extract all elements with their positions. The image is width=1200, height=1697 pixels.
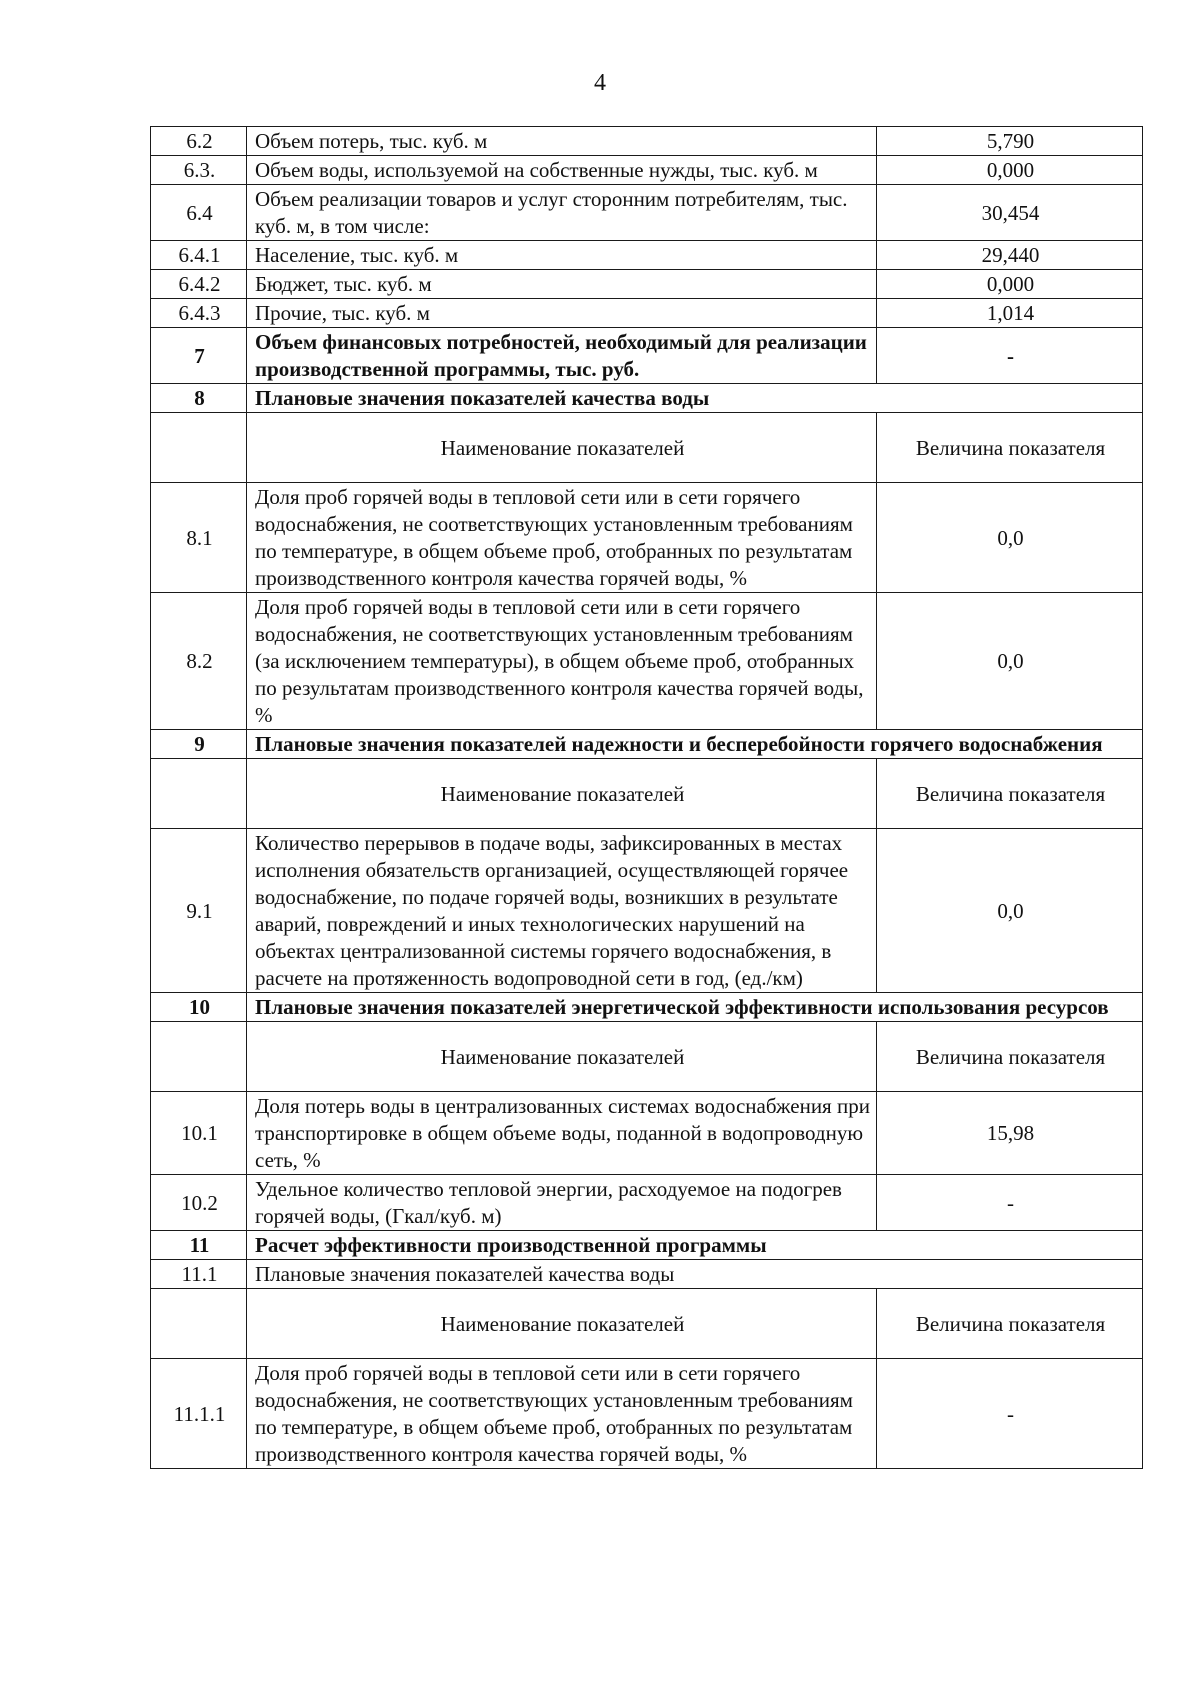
table-row-row: [151, 593, 1143, 730]
table-row-row: [151, 185, 1143, 241]
indicator-value-header: Величина показателя: [877, 413, 1143, 483]
indicator-name-cell: Прочие, тыс. куб. м: [247, 299, 877, 328]
row-number-cell: 6.3.: [151, 156, 247, 185]
indicators-table: [150, 126, 1143, 1469]
table-row-row: [151, 483, 1143, 593]
indicator-value-cell: 29,440: [877, 241, 1143, 270]
table-row-section: [151, 1231, 1143, 1260]
table-row-row: [151, 1092, 1143, 1175]
row-number-cell: [151, 413, 247, 483]
row-number-cell: 6.4: [151, 185, 247, 241]
indicators-table-body: [151, 127, 1143, 1469]
indicator-value-header: Величина показателя: [877, 1022, 1143, 1092]
indicator-value-cell: 0,0: [877, 593, 1143, 730]
row-number-cell: 9: [151, 730, 247, 759]
table-row-row: [151, 299, 1143, 328]
indicator-name-cell: Объем потерь, тыс. куб. м: [247, 127, 877, 156]
section-title-cell: Плановые значения показателей надежности и бесперебойности горячего водоснабжения: [247, 730, 1143, 759]
table-row-row: [151, 156, 1143, 185]
row-number-cell: 8: [151, 384, 247, 413]
table-row-section: [151, 730, 1143, 759]
indicator-name-cell: Объем воды, используемой на собственные нужды, тыс. куб. м: [247, 156, 877, 185]
section-title-cell: Плановые значения показателей энергетической эффективности использования ресурсов: [247, 993, 1143, 1022]
indicator-name-cell: Количество перерывов в подаче воды, зафиксированных в местах исполнения обязательств организацией, осуществляющей горячее водоснабжение, по подаче горячей воды, возникших в результате аварий, повреждений и иных технологических нарушений на объектах централизованной системы горячего водоснабжения, в расчете на протяженность водопроводной сети в год, (ед./км): [247, 829, 877, 993]
row-number-cell: [151, 1289, 247, 1359]
indicator-value-cell: 0,0: [877, 483, 1143, 593]
indicator-name-header: Наименование показателей: [247, 759, 877, 829]
row-number-cell: 7: [151, 328, 247, 384]
row-number-cell: 8.1: [151, 483, 247, 593]
indicator-value-cell: 1,014: [877, 299, 1143, 328]
indicator-value-cell: 0,000: [877, 156, 1143, 185]
indicator-value-cell: 0,0: [877, 829, 1143, 993]
row-number-cell: 8.2: [151, 593, 247, 730]
indicator-name-cell: Доля проб горячей воды в тепловой сети или в сети горячего водоснабжения, не соответствующих установленным требованиям (за исключением температуры), в общем объеме проб, отобранных по результатам производственного контроля качества горячей воды, %: [247, 593, 877, 730]
table-row-row: [151, 1175, 1143, 1231]
row-number-cell: 11: [151, 1231, 247, 1260]
table-row-subsection: [151, 1260, 1143, 1289]
indicator-value-cell: 5,790: [877, 127, 1143, 156]
indicator-name-cell: Объем реализации товаров и услуг сторонним потребителям, тыс. куб. м, в том числе:: [247, 185, 877, 241]
indicator-value-cell: -: [877, 1359, 1143, 1469]
row-number-cell: 6.4.1: [151, 241, 247, 270]
page-number: 4: [594, 70, 606, 96]
indicator-name-cell: Доля потерь воды в централизованных системах водоснабжения при транспортировке в общем объеме воды, поданной в водопроводную сеть, %: [247, 1092, 877, 1175]
indicator-name-header: Наименование показателей: [247, 1289, 877, 1359]
row-number-cell: 6.2: [151, 127, 247, 156]
section-title-cell: Расчет эффективности производственной программы: [247, 1231, 1143, 1260]
section-title-cell: Плановые значения показателей качества воды: [247, 1260, 1143, 1289]
row-number-cell: 6.4.3: [151, 299, 247, 328]
indicator-value-header: Величина показателя: [877, 759, 1143, 829]
row-number-cell: [151, 1022, 247, 1092]
table-row-row: [151, 270, 1143, 299]
table-row-row: [151, 127, 1143, 156]
table-row-row: [151, 829, 1143, 993]
row-number-cell: 6.4.2: [151, 270, 247, 299]
table-row-bold: [151, 328, 1143, 384]
table-row-section: [151, 384, 1143, 413]
row-number-cell: 9.1: [151, 829, 247, 993]
table-row-row: [151, 241, 1143, 270]
row-number-cell: 10: [151, 993, 247, 1022]
row-number-cell: 11.1: [151, 1260, 247, 1289]
indicator-value-header: Величина показателя: [877, 1289, 1143, 1359]
indicator-value-cell: 15,98: [877, 1092, 1143, 1175]
indicator-name-cell: Доля проб горячей воды в тепловой сети или в сети горячего водоснабжения, не соответствующих установленным требованиям по температуре, в общем объеме проб, отобранных по результатам производственного контроля качества горячей воды, %: [247, 1359, 877, 1469]
indicator-name-cell: Бюджет, тыс. куб. м: [247, 270, 877, 299]
table-row-header: [151, 759, 1143, 829]
indicator-name-cell: Доля проб горячей воды в тепловой сети или в сети горячего водоснабжения, не соответствующих установленным требованиям по температуре, в общем объеме проб, отобранных по результатам производственного контроля качества горячей воды, %: [247, 483, 877, 593]
indicator-name-header: Наименование показателей: [247, 413, 877, 483]
indicator-value-cell: 30,454: [877, 185, 1143, 241]
table-row-header: [151, 413, 1143, 483]
indicator-name-cell: Население, тыс. куб. м: [247, 241, 877, 270]
table-row-section: [151, 993, 1143, 1022]
indicator-value-cell: 0,000: [877, 270, 1143, 299]
section-title-cell: Плановые значения показателей качества воды: [247, 384, 1143, 413]
indicator-name-header: Наименование показателей: [247, 1022, 877, 1092]
row-number-cell: 10.1: [151, 1092, 247, 1175]
table-row-header: [151, 1289, 1143, 1359]
row-number-cell: [151, 759, 247, 829]
indicator-name-cell: Объем финансовых потребностей, необходимый для реализации производственной программы, тыс. руб.: [247, 328, 877, 384]
row-number-cell: 10.2: [151, 1175, 247, 1231]
indicator-name-cell: Удельное количество тепловой энергии, расходуемое на подогрев горячей воды, (Гкал/куб. м): [247, 1175, 877, 1231]
row-number-cell: 11.1.1: [151, 1359, 247, 1469]
table-row-header: [151, 1022, 1143, 1092]
indicator-value-cell: -: [877, 1175, 1143, 1231]
indicator-value-cell: -: [877, 328, 1143, 384]
table-row-row: [151, 1359, 1143, 1469]
